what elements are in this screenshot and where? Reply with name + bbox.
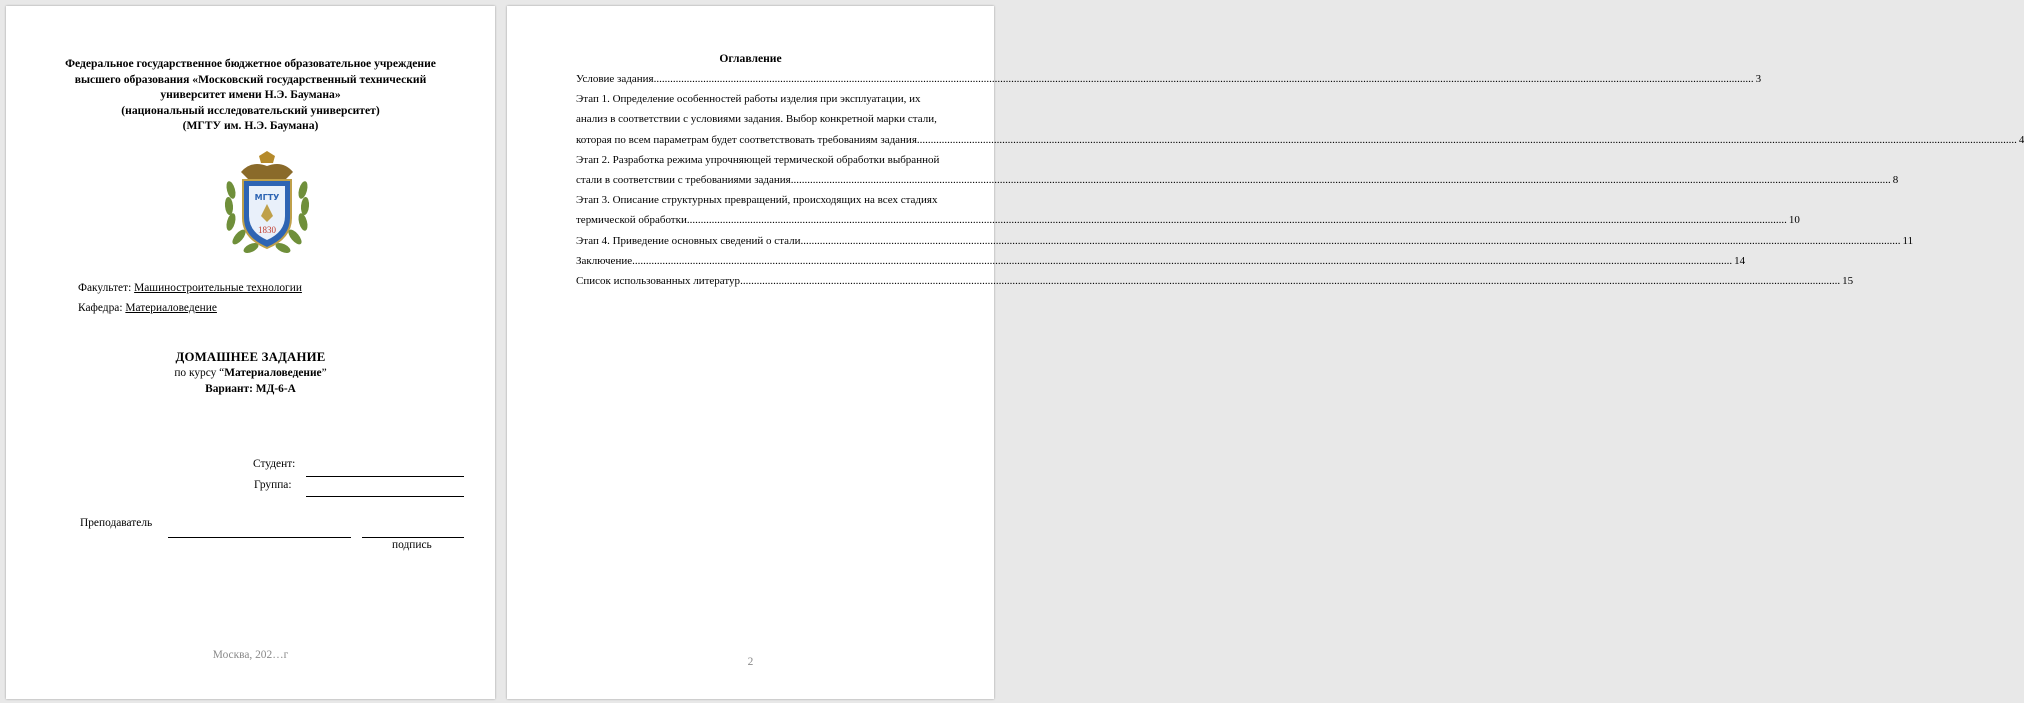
page-number: 2 — [747, 656, 754, 668]
toc-item-text: Заключение — [576, 254, 633, 267]
toc-item[interactable] — [576, 190, 1800, 230]
group-line — [306, 496, 464, 497]
toc-page-number: 14 — [1734, 254, 1746, 267]
toc-item[interactable] — [576, 231, 1914, 251]
toc-page-number: 15 — [1842, 275, 1854, 288]
teacher-label: Преподаватель — [80, 517, 153, 529]
toc-page-number: 11 — [1902, 234, 1914, 247]
student-label: Студент: — [253, 458, 296, 470]
emblem-letters: МГТУ — [254, 193, 280, 202]
title-page — [6, 6, 495, 699]
header-line: Федеральное государственное бюджетное образовательное учреждение — [65, 57, 436, 70]
toc-item[interactable] — [576, 69, 1762, 89]
header-line: университет имени Н.Э. Баумана» — [160, 88, 341, 101]
toc-item-text: Этап 4. Приведение основных сведений о стали — [576, 234, 801, 247]
toc-dot-leader: ................................................................................................................................................................................................................................................................................................................................................................................................................ — [740, 275, 1841, 288]
toc-page-number: 3 — [1755, 73, 1762, 85]
variant: Вариант: МД-6-А — [205, 383, 296, 395]
department-label: Кафедра: — [78, 302, 123, 314]
toc-item[interactable] — [576, 89, 2024, 150]
toc-dot-leader: ................................................................................................................................................................................................................................................................................................................................................................................................................ — [632, 254, 1733, 267]
toc-item-text: Условие задания — [576, 73, 654, 85]
city-year: Москва, 202…г — [212, 649, 289, 661]
toc-item-text: Этап 2. Разработка режима упрочняющей термической обработки выбранной — [576, 153, 940, 166]
toc-item-text: Этап 3. Описание структурных превращений, происходящих на всех стадиях — [576, 194, 938, 207]
header-line: (национальный исследовательский университет) — [121, 103, 380, 117]
faculty-label: Факультет: — [78, 282, 132, 294]
signature-label: подпись — [392, 539, 432, 551]
emblem-year: 1830 — [258, 225, 276, 235]
faculty-row — [78, 282, 302, 294]
toc-item-text: которая по всем параметрам будет соответствовать требованиям задания — [576, 133, 917, 146]
toc-dot-leader: ................................................................................................................................................................................................................................................................................................................................................................................................................ — [790, 174, 1891, 187]
department-value: Материаловедение — [125, 302, 217, 314]
teacher-name-line — [168, 537, 351, 538]
assignment-title-block — [6, 349, 495, 397]
table-of-contents — [576, 69, 2024, 291]
group-label: Группа: — [254, 479, 292, 491]
toc-dot-leader: ................................................................................................................................................................................................................................................................................................................................................................................................................ — [686, 214, 1787, 227]
work-title: ДОМАШНЕЕ ЗАДАНИЕ — [175, 350, 326, 364]
toc-title: Оглавление — [719, 52, 782, 65]
signature-line — [362, 537, 464, 538]
header-line: высшего образования «Московский государственный технический — [74, 72, 427, 86]
toc-item-text: стали в соответствии с требованиями задания — [576, 174, 791, 187]
toc-item[interactable] — [576, 271, 1854, 291]
toc-dot-leader: ................................................................................................................................................................................................................................................................................................................................................................................................................ — [800, 234, 1901, 247]
university-header — [6, 56, 495, 134]
course-line — [6, 365, 495, 381]
course-prefix: по курсу “ — [174, 367, 225, 379]
course-name: Материаловедение — [224, 367, 322, 379]
header-line: (МГТУ им. Н.Э. Баумана) — [182, 119, 319, 132]
toc-item-text: Этап 1. Определение особенностей работы изделия при эксплуатации, их — [576, 93, 921, 106]
toc-item[interactable] — [576, 150, 1899, 190]
toc-dot-leader: ................................................................................................................................................................................................................................................................................................................................................................................................................ — [653, 73, 1754, 85]
department-row — [78, 302, 217, 314]
toc-dot-leader: ................................................................................................................................................................................................................................................................................................................................................................................................................ — [916, 133, 2017, 146]
faculty-value: Машиностроительные технологии — [134, 282, 302, 294]
course-suffix: ” — [321, 367, 327, 379]
toc-item-text: термической обработки — [576, 214, 687, 227]
toc-page — [507, 6, 2024, 699]
student-line — [306, 476, 464, 477]
bmstu-emblem-icon — [221, 150, 313, 260]
toc-page-number: 4 — [2018, 133, 2024, 146]
toc-page-number: 8 — [1892, 174, 1899, 187]
toc-item-text: анализ в соответствии с условиями задания. Выбор конкретной марки стали, — [576, 113, 937, 126]
toc-item[interactable] — [576, 251, 1746, 271]
toc-page-number: 10 — [1788, 214, 1800, 227]
toc-item-text: Список использованных литератур — [576, 275, 741, 288]
